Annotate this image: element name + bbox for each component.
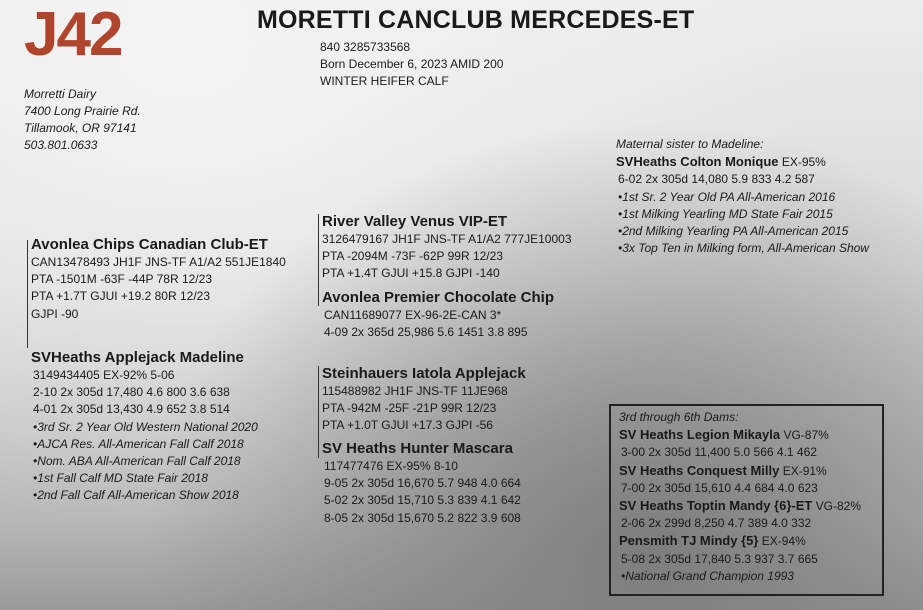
sire-sire-line: 3126479167 JH1F JNS-TF A1/A2 777JE10003	[322, 232, 572, 246]
animal-title: MORETTI CANCLUB MERCEDES-ET	[257, 6, 695, 34]
registration-number: 840 3285733568	[320, 40, 411, 54]
dam-award: •2nd Fall Calf All-American Show 2018	[33, 488, 239, 503]
sire-sire-name: River Valley Venus VIP-ET	[322, 213, 508, 230]
sire-line: GJPI -90	[31, 306, 79, 321]
dam-line: 3149434405 EX-92% 5-06	[33, 368, 175, 382]
dam4-score: EX-91%	[779, 463, 827, 478]
dam-line: 4-01 2x 305d 13,430 4.9 652 3.8 514	[33, 402, 230, 417]
dam4-name: SV Heaths Conquest Milly	[619, 462, 780, 478]
maternal-sister-award: •2nd Milking Yearling PA All-American 2015	[618, 224, 849, 239]
owner-name: Morretti Dairy	[24, 87, 97, 101]
sire-sire-block	[322, 212, 572, 283]
dam-sire-line: PTA +1.0T GJUI +17.3 GJPI -56	[322, 418, 493, 433]
dam5-line: 2-06 2x 299d 8,250 4.7 389 4.0 332	[621, 516, 812, 531]
dam-dam-line: 5-02 2x 305d 15,710 5.3 839 4.1 642	[324, 493, 521, 508]
dam3-name: SV Heaths Legion Mikayla	[619, 427, 781, 443]
dams-block	[619, 409, 861, 585]
dam-sire-line: 115488982 JH1F JNS-TF 11JE968	[322, 384, 508, 398]
animal-info	[320, 39, 503, 90]
maternal-sister-award: •3x Top Ten in Milking form, All-American Show	[618, 241, 869, 256]
dam5-name: SV Heaths Toptin Mandy {6}-ET	[619, 498, 813, 514]
sire-block	[31, 235, 286, 323]
dam-dam-line: 117477476 EX-95% 8-10	[324, 459, 458, 473]
dam4-line: 7-00 2x 305d 15,610 4.4 684 4.0 623	[621, 480, 818, 495]
sire-dam-line: CAN11689077 EX-96-2E-CAN 3*	[324, 308, 502, 322]
dam3-score: VG-87%	[780, 428, 829, 443]
owner-phone: 503.801.0633	[24, 138, 98, 152]
pedigree-line-left	[27, 240, 28, 348]
sire-sire-line: PTA -2094M -73F -62P 99R 12/23	[322, 249, 503, 264]
dam-award: •1st Fall Calf MD State Fair 2018	[33, 471, 208, 486]
dam6-name: Pensmith TJ Mindy {5}	[619, 533, 759, 549]
dam6-score: EX-94%	[758, 534, 806, 549]
maternal-sister-name: SVHeaths Colton Monique	[616, 154, 779, 170]
pedigree-line-sire	[318, 214, 319, 306]
maternal-sister-line: 6-02 2x 305d 14,080 5.9 833 4.2 587	[618, 172, 815, 187]
dam-dam-line: 8-05 2x 305d 15,670 5.2 822 3.9 608	[324, 510, 521, 525]
owner-city: Tillamook, OR 97141	[24, 121, 137, 135]
birth-date: Born December 6, 2023 AMID 200	[320, 57, 504, 71]
dam5-score: VG-82%	[812, 499, 862, 514]
sire-line: PTA +1.7T GJUI +19.2 80R 12/23	[31, 289, 210, 304]
maternal-sister-score: EX-95%	[778, 155, 826, 170]
dam-block	[31, 348, 258, 505]
dam6-award: •National Grand Champion 1993	[621, 568, 794, 583]
sire-line: CAN13478493 JH1F JNS-TF A1/A2 551JE1840	[31, 255, 286, 269]
maternal-sister-award: •1st Milking Yearling MD State Fair 2015	[618, 206, 833, 221]
lot-number: J42	[24, 0, 122, 69]
dam-award: •AJCA Res. All-American Fall Calf 2018	[33, 436, 244, 451]
sire-dam-name: Avonlea Premier Chocolate Chip	[322, 289, 555, 306]
dam-sire-line: PTA -942M -25F -21P 99R 12/23	[322, 401, 497, 416]
sire-line: PTA -1501M -63F -44P 78R 12/23	[31, 272, 212, 287]
sire-dam-line: 4-09 2x 365d 25,986 5.6 1451 3.8 895	[324, 325, 528, 340]
dam-sire-name: Steinhauers Iatola Applejack	[322, 365, 526, 382]
dam-dam-line: 9-05 2x 305d 16,670 5.7 948 4.0 664	[324, 476, 521, 491]
dam-dam-name: SV Heaths Hunter Mascara	[322, 440, 513, 457]
class-label: WINTER HEIFER CALF	[320, 74, 449, 88]
dam-award: •Nom. ABA All-American Fall Calf 2018	[33, 454, 241, 469]
dam-sire-block	[322, 364, 526, 435]
pedigree-line-dam	[318, 366, 319, 458]
sire-name: Avonlea Chips Canadian Club-ET	[31, 236, 268, 253]
sire-sire-line: PTA +1.4T GJUI +15.8 GJPI -140	[322, 266, 500, 281]
maternal-sister-heading: Maternal sister to Madeline:	[616, 137, 764, 151]
dam-award: •3rd Sr. 2 Year Old Western National 2020	[33, 419, 258, 434]
sire-dam-block	[322, 288, 554, 341]
dams-heading: 3rd through 6th Dams:	[619, 410, 739, 424]
owner-address: 7400 Long Prairie Rd.	[24, 104, 141, 118]
dam-line: 2-10 2x 305d 17,480 4.6 800 3.6 638	[33, 385, 230, 400]
maternal-sister-award: •1st Sr. 2 Year Old PA All-American 2016	[618, 189, 836, 204]
maternal-sister-block	[616, 136, 869, 257]
dam-dam-block	[322, 439, 521, 527]
dam3-line: 3-00 2x 305d 11,400 5.0 566 4.1 462	[621, 445, 817, 460]
dam6-line: 5-08 2x 305d 17,840 5.3 937 3.7 665	[621, 551, 818, 566]
dam-name: SVHeaths Applejack Madeline	[31, 349, 244, 366]
owner-block	[24, 86, 141, 154]
